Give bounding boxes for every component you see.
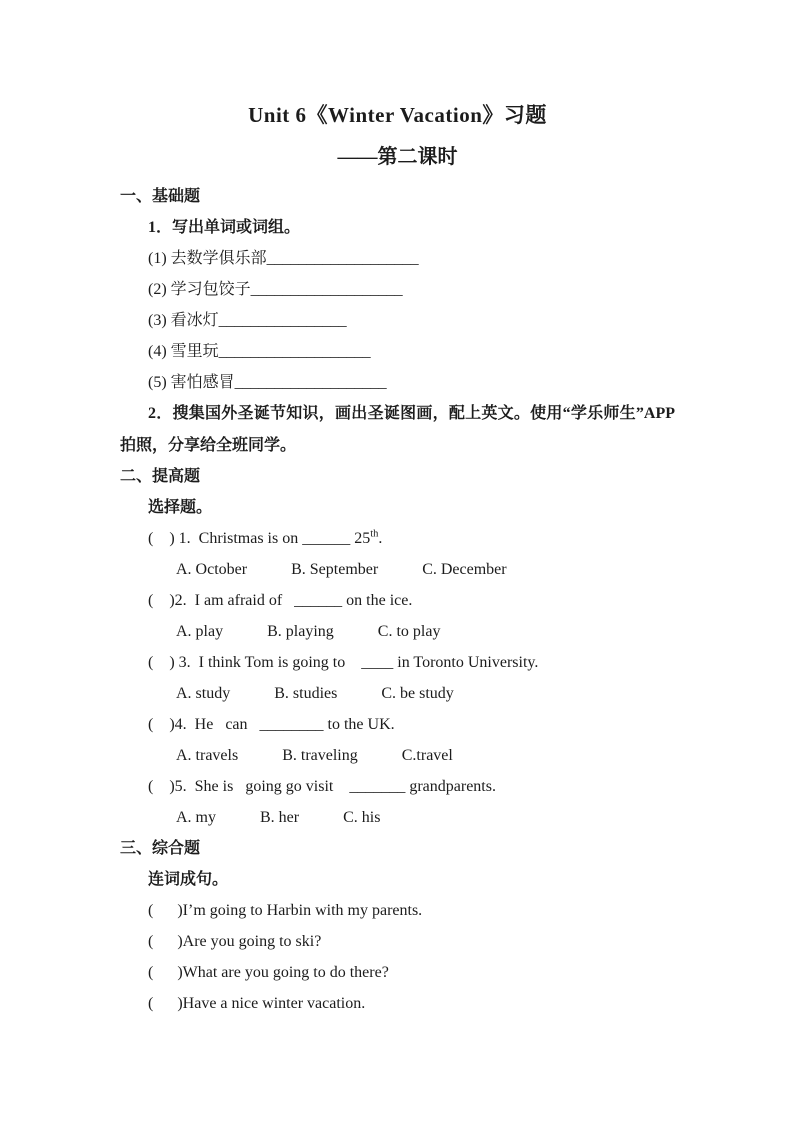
question-tail: . — [378, 530, 383, 547]
option-a: A. travels — [176, 747, 239, 764]
option-a: A. my — [176, 809, 216, 826]
order-sentence-1: ( )I’m going to Harbin with my parents. — [148, 902, 423, 919]
question-text: ( ) 3. I think Tom is going to ____ in Toronto University. — [148, 654, 539, 671]
choice-question-3 — [120, 647, 675, 678]
question-text: ( )4. He can ________ to the UK. — [148, 716, 395, 733]
option-c: C. December — [422, 561, 507, 578]
order-sentence-2: ( )Are you going to ski? — [148, 933, 322, 950]
section-3-heading: 三、综合题 — [120, 840, 201, 857]
order-sentence-3: ( )What are you going to do there? — [148, 964, 389, 981]
option-a: A. study — [176, 685, 231, 702]
task-2-paragraph: 2．搜集国外圣诞节知识，画出圣诞图画，配上英文。使用“学乐师生”APP 拍照，分享给全班同学。 — [120, 405, 675, 454]
choice-question-4 — [120, 709, 675, 740]
question-text: ( )2. I am afraid of ______ on the ice. — [148, 592, 413, 609]
option-b: B. playing — [267, 623, 334, 640]
vocab-item-4: (4) 雪里玩___________________ — [148, 343, 371, 360]
option-c: C. to play — [377, 623, 441, 640]
choice-question-1 — [120, 523, 675, 554]
option-b: B. studies — [274, 685, 338, 702]
page-subtitle: ——第二课时 — [337, 146, 458, 168]
choice-question-5 — [120, 771, 675, 802]
vocab-item-2: (2) 学习包饺子___________________ — [148, 281, 403, 298]
question-text: ( )5. She is going go visit _______ grandparents. — [148, 778, 496, 795]
section-1-heading: 一、基础题 — [120, 188, 201, 205]
vocab-item-1: (1) 去数学俱乐部___________________ — [148, 250, 419, 267]
order-sentence-4: ( )Have a nice winter vacation. — [148, 995, 366, 1012]
vocab-item-5: (5) 害怕感冒___________________ — [148, 374, 387, 391]
option-b: B. September — [291, 561, 379, 578]
option-c: C. be study — [381, 685, 454, 702]
task-1-label: 1．写出单词或词组。 — [148, 219, 301, 236]
choice-options-5 — [120, 802, 675, 833]
choice-options-1 — [120, 554, 675, 585]
option-a: A. play — [176, 623, 224, 640]
choice-question-2 — [120, 585, 675, 616]
section-3-subheading: 连词成句。 — [148, 871, 229, 888]
option-c: C.travel — [401, 747, 453, 764]
option-c: C. his — [343, 809, 381, 826]
section-2-subheading: 选择题。 — [148, 499, 213, 516]
page-title: Unit 6《Winter Vacation》习题 — [248, 103, 547, 127]
question-text: ( ) 1. Christmas is on ______ 25 — [148, 530, 371, 547]
question-superscript: th — [370, 528, 379, 540]
option-a: A. October — [176, 561, 248, 578]
choice-options-2 — [120, 616, 675, 647]
option-b: B. her — [260, 809, 300, 826]
vocab-item-3: (3) 看冰灯________________ — [148, 312, 347, 329]
option-b: B. traveling — [282, 747, 358, 764]
choice-options-3 — [120, 678, 675, 709]
section-2-heading: 二、提高题 — [120, 468, 201, 485]
choice-options-4 — [120, 740, 675, 771]
